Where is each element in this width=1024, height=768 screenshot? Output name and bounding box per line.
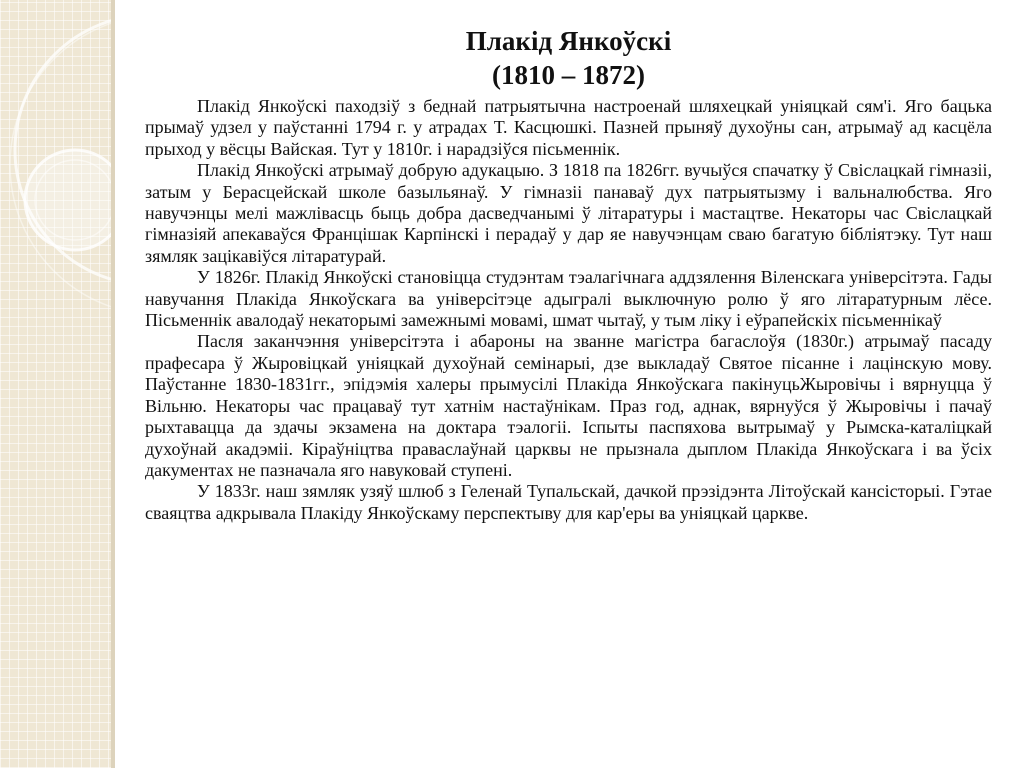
- page-title: Плакід Янкоўскі: [465, 26, 672, 56]
- panel-edge-line: [111, 0, 115, 768]
- decorative-circles: [0, 0, 115, 768]
- paragraph-3: У 1826г. Плакід Янкоўскі становіцца студэнтам тэалагічнага аддзялення Віленскага універсітэта. Гады навучання Плакіда Янкоўскага ва універсітэце адыгралі выключную ролю ў яго літаратурным лёсе. Пісьменнік авалодаў некаторымі замежнымі мовамі, шмат чытаў, у тым ліку і еўрапейскіх пісьменнікаў: [145, 267, 992, 331]
- paragraph-4: Пасля заканчэння універсітэта і абароны на званне магістра багаслоўя (1830г.) атрымаў пасаду прафесара ў Жыровіцкай уніяцкай духоўнай семінарыі, дзе выкладаў Святое пісанне і лацінскую мову. Паўстанне 1830-1831гг., эпідэмія халеры прымусілі Плакіда Янкоўскага пакінуцьЖыровічы і вярнуцца ў Вільню. Некаторы час працаваў тут хатнім настаўнікам. Праз год, аднак, вярнуўся ў Жыровічы і пачаў рыхтавацца да здачы экзамена на доктара тэалогіі. Іспыты паспяхова вытрымаў у Рымска-каталіцкай духоўнай акадэміі. Кіраўніцтва праваслаўнай царквы не прызнала дыплом Плакіда Янкоўскага і ва ўсіх дакументах не пазначала яго навуковай ступені.: [145, 331, 992, 480]
- deco-circle-small: [25, 150, 115, 250]
- life-years: (1810 – 1872): [492, 60, 645, 90]
- paragraph-5: У 1833г. наш зямляк узяў шлюб з Геленай Тупальскай, дачкой прэзідэнта Літоўскай кансісторыі. Гэтае сваяцтва адкрывала Плакіду Янкоўскаму перспектыву для кар'еры ва уніяцкай царкве.: [145, 481, 992, 523]
- paragraph-2: Плакід Янкоўскі атрымаў добрую адукацыю. З 1818 па 1826гг. вучыўся спачатку ў Свіслацкай гімназіі, затым у Берасцейскай школе базыльянаў. У гімназіі панаваў дух патрыятызму і вальналюбства. Яго навучэнцы мелі мажлівасць быць добра дасведчанымі ў літаратуры і мастацтве. Некаторы час Свіслацкай гімназіяй апекаваўся Францішак Карпінскі і перадаў у дар яе навучэнцам сваю багатую бібліятэку. Тут наш зямляк зацікавіўся літаратурай.: [145, 160, 992, 266]
- decorative-side-panel: [0, 0, 115, 768]
- paragraph-1: Плакід Янкоўскі паходзіў з беднай патрыятычна настроенай шляхецкай уніяцкай сям'і. Яго бацька прымаў удзел у паўстанні 1794 г. у атрадах Т. Касцюшкі. Пазней прыняў духоўны сан, атрымаў ад касцёла прыход у вёсцы Вайская. Тут у 1810г. і нарадзіўся пісьменнік.: [145, 96, 992, 159]
- document-content: [145, 24, 992, 524]
